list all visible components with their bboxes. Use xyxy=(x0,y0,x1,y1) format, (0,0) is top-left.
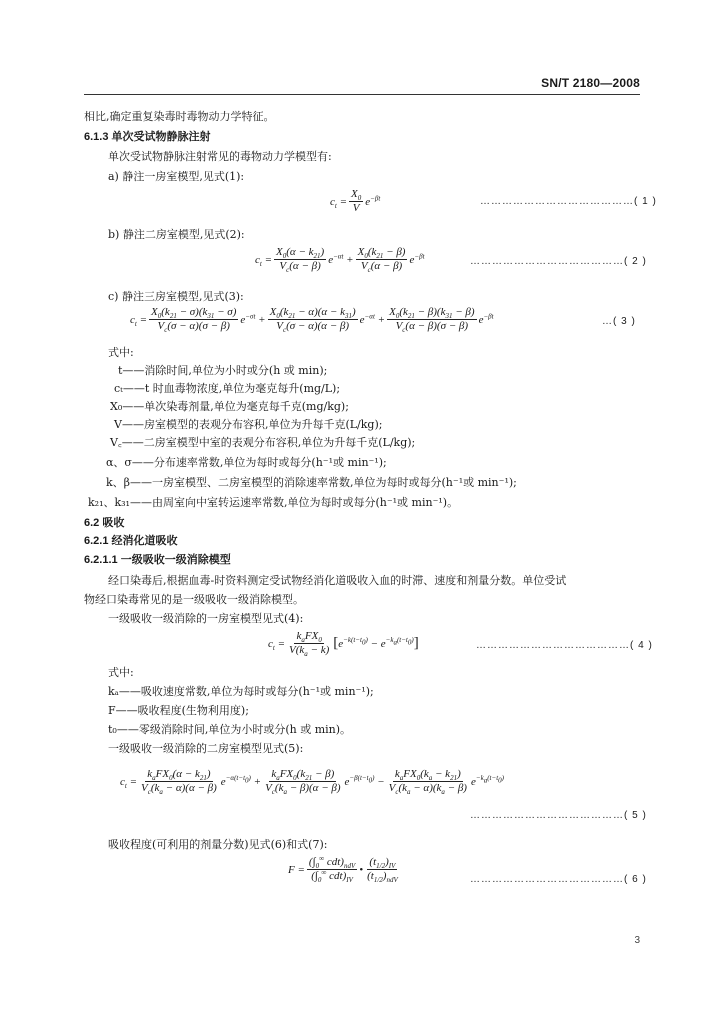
equation-5-number: ……………………………………( 5 ) xyxy=(470,810,647,821)
equation-3-number: …( 3 ) xyxy=(602,316,636,327)
definition-vc: V꜀——二房室模型中室的表观分布容积,单位为升每千克(L/kg); xyxy=(110,436,416,449)
page-number: 3 xyxy=(634,935,640,946)
where-label: 式中: xyxy=(108,346,134,359)
definition-x0: X₀——单次染毒剂量,单位为毫克每千克(mg/kg); xyxy=(110,400,349,413)
definition-f: F——吸收程度(生物利用度); xyxy=(108,704,249,717)
body-text-line: 一级吸收一级消除的二房室模型见式(5): xyxy=(108,742,304,755)
definition-alpha-sigma: α、σ——分布速率常数,单位为每时或每分(h⁻¹或 min⁻¹); xyxy=(106,456,387,469)
definition-ct: cₜ——t 时血毒物浓度,单位为毫克每升(mg/L); xyxy=(114,382,341,395)
body-text-line: 相比,确定重复染毒时毒物动力学特征。 xyxy=(84,110,275,123)
equation-4: $c_t$ = $\frac{k_aFX_0}{V(k_a - k)}$ $[e^{-k(t-t_0)} - e^{-k_a(t-t_0)}]$ xyxy=(268,630,419,659)
equation-1-number: ……………………………………( 1 ) xyxy=(480,196,657,207)
body-text-line: 经口染毒后,根据血毒-时资料测定受试物经消化道吸收入血的时滞、速度和剂量分数。单位受试 xyxy=(108,574,567,587)
equation-6-number: ……………………………………( 6 ) xyxy=(470,874,647,885)
definition-t0: t₀——零级消除时间,单位为小时或分(h 或 min)。 xyxy=(108,723,352,736)
body-text-line: 吸收程度(可利用的剂量分数)见式(6)和式(7): xyxy=(108,838,328,851)
standard-number-header: SN/T 2180—2008 xyxy=(541,76,640,90)
section-heading: 6.1.3 单次受试物静脉注射 xyxy=(84,131,211,143)
body-text-line: 物经口染毒常见的是一级吸收一级消除模型。 xyxy=(84,593,304,606)
where-label: 式中: xyxy=(108,666,134,679)
equation-1: $c_t$ = $\frac{X_0}{V}$ $e^{-\beta t}$ xyxy=(330,188,381,214)
equation-3: $c_t$ = $\frac{X_0(k_{21} - \sigma)(k_{31} - \sigma)}{V_c(\sigma - \alpha)(\sigma - \beta)}$ $e^{-\sigma t}$ + $\frac{X_0(k_{21} - \alpha)(\alpha - k_{31})}{V_c(\sigma - \alpha)(\alpha - \beta)}$ $e^{-\alpha t}$ + $\frac{X_0(k_{21} - \beta)(k_{31} - \beta)}{V_c(\alpha - \beta)(\sigma - \beta)}$ $e^{-\beta t}$ xyxy=(130,306,494,335)
definition-k21-k31: k₂₁、k₃₁——由周室向中室转运速率常数,单位为每时或每分(h⁻¹或 min⁻¹)。 xyxy=(88,496,459,509)
definition-k-beta: k、β——一房室模型、二房室模型的消除速率常数,单位为每时或每分(h⁻¹或 min⁻¹); xyxy=(106,476,517,489)
definition-v: V——房室模型的表观分布容积,单位为升每千克(L/kg); xyxy=(114,418,383,431)
definition-ka: kₐ——吸收速度常数,单位为每时或每分(h⁻¹或 min⁻¹); xyxy=(108,685,374,698)
section-heading: 6.2 吸收 xyxy=(84,517,125,529)
section-heading: 6.2.1.1 一级吸收一级消除模型 xyxy=(84,554,231,566)
list-item-b: b) 静注二房室模型,见式(2): xyxy=(108,228,245,241)
list-item-c: c) 静注三房室模型,见式(3): xyxy=(108,290,244,303)
list-item-a: a) 静注一房室模型,见式(1): xyxy=(108,170,245,183)
equation-4-number: ……………………………………( 4 ) xyxy=(476,640,653,651)
equation-2: $c_t$ = $\frac{X_0(\alpha - k_{21})}{V_c(\alpha - \beta)}$ $e^{-\alpha t}$ + $\frac{X_0(k_{21} - \beta)}{V_c(\alpha - \beta)}$ $e^{-\beta t}$ xyxy=(255,246,425,275)
body-text-line: 单次受试物静脉注射常见的毒物动力学模型有: xyxy=(108,150,332,163)
equation-2-number: ……………………………………( 2 ) xyxy=(470,256,647,267)
body-text-line: 一级吸收一级消除的一房室模型见式(4): xyxy=(108,612,304,625)
equation-5: $c_t$ = $\frac{k_aFX_0(\alpha - k_{21})}{V_c(k_a - \alpha)(\alpha - \beta)}$ $e^{-\alpha(t-t_0)}$ + $\frac{k_aFX_0(k_{21} - \beta)}{V_c(k_a - \beta)(\alpha - \beta)}$ $e^{-\beta(t-t_0)}$ − $\frac{k_aFX_0(k_a - k_{21})}{V_c(k_a - \alpha)(k_a - \beta)}$ $e^{-k_a(t-t_0)}$ xyxy=(120,768,505,797)
header-rule xyxy=(84,94,640,95)
equation-6: F = $\frac{(\int_0^\infty cdt)_{ndV}}{(\int_0^\infty cdt)_{IV}}$ • $\frac{(t_{1/2})_{IV}}{(t_{1/2})_{ndV}}$ xyxy=(288,854,398,885)
definition-t: t——消除时间,单位为小时或分(h 或 min); xyxy=(118,364,328,377)
section-heading: 6.2.1 经消化道吸收 xyxy=(84,535,178,547)
